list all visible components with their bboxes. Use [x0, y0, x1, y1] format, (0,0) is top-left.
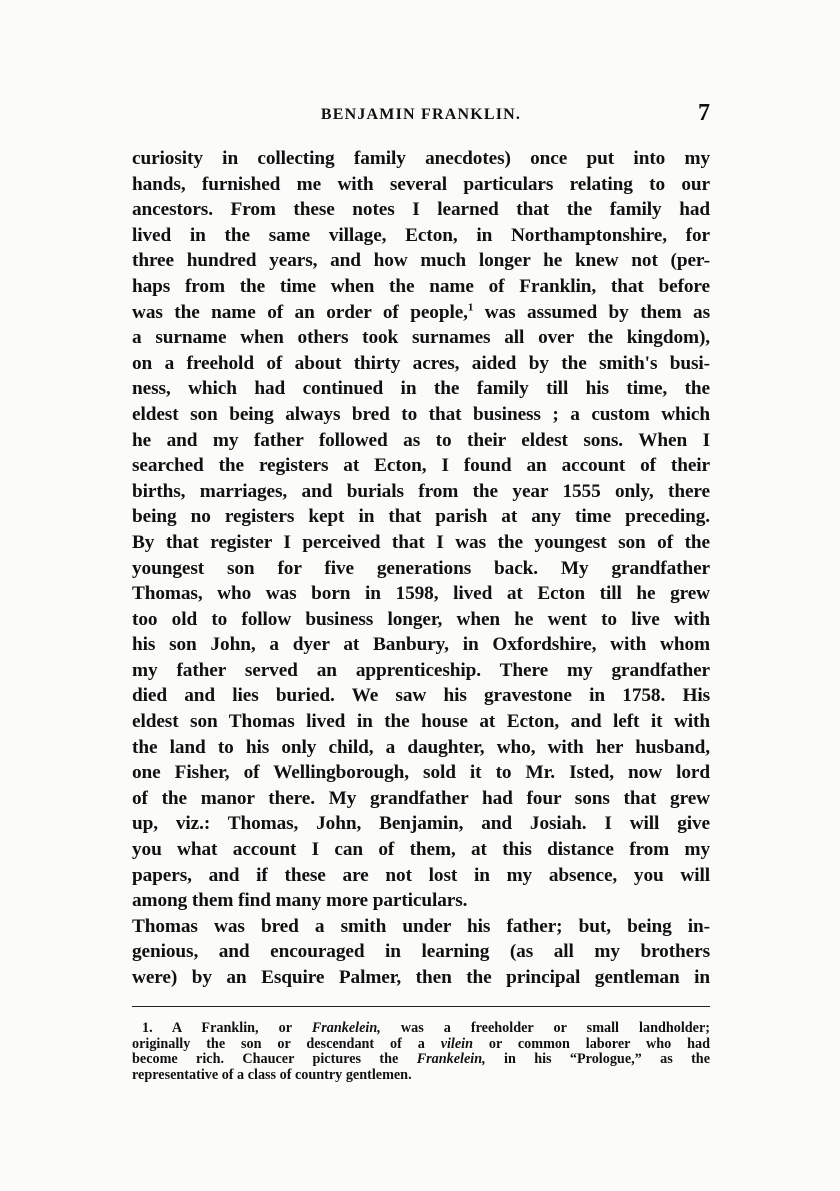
text-line: youngest son for five generations back. My grandfather	[132, 557, 710, 579]
running-head: BENJAMIN FRANKLIN.	[320, 106, 522, 123]
text-line: being no registers kept in that parish at any time preceding.	[132, 506, 710, 528]
footnote-text: originally the son or descendant of a	[132, 1035, 441, 1052]
text-line: the land to his only child, a daughter, who, with her husband,	[132, 736, 710, 758]
text-line: lived in the same village, Ecton, in Northamptonshire, for	[132, 224, 710, 246]
text-line: three hundred years, and how much longer he knew not (per-	[132, 250, 710, 272]
text-line: up, viz.: Thomas, John, Benjamin, and Josiah. I will give	[132, 813, 710, 835]
footnote-italic: Frankelein,	[416, 1051, 486, 1068]
text-line: among them find many more particulars.	[132, 890, 468, 912]
footnote-text: or common laborer who had	[473, 1035, 710, 1052]
text-line: my father served an apprenticeship. There my grandfather	[132, 659, 710, 681]
footnote-rule	[132, 1006, 710, 1007]
text-line: you what account I can of them, at this distance from my	[132, 839, 710, 861]
paragraph-1	[132, 146, 710, 914]
footnote-italic: Frankelein,	[311, 1020, 381, 1036]
text-line: ness, which had continued in the family till his time, the	[132, 378, 710, 400]
text-line: he and my father followed as to their eldest sons. When I	[132, 429, 710, 451]
main-text	[132, 146, 710, 991]
footnote-text: 1. A Franklin, or	[142, 1020, 312, 1036]
footnote-line-3	[132, 1052, 710, 1068]
text-line: his son John, a dyer at Banbury, in Oxfordshire, with whom	[132, 634, 710, 656]
text-line: on a freehold of about thirty acres, aided by the smith's busi-	[132, 352, 710, 374]
footnote-line-2	[132, 1037, 710, 1053]
text-line: eldest son Thomas lived in the house at Ecton, and left it with	[132, 711, 710, 733]
text-line: By that register I perceived that I was the youngest son of the	[132, 531, 710, 553]
text-line: Thomas was bred a smith under his father; but, being in-	[132, 915, 710, 937]
text-segment: was assumed by them as	[473, 301, 710, 323]
footnote-line-4: representative of a class of country gentlemen.	[132, 1066, 412, 1083]
text-line: genious, and encouraged in learning (as all my brothers	[132, 941, 710, 963]
page-number: 7	[698, 100, 710, 126]
footnote-marker: 1	[467, 301, 474, 314]
text-line: a surname when others took surnames all over the kingdom),	[132, 327, 710, 349]
text-segment: was the name of an order of people,	[132, 301, 468, 323]
text-line: died and lies buried. We saw his gravestone in 1758. His	[132, 685, 710, 707]
text-line: haps from the time when the name of Franklin, that before	[132, 275, 710, 297]
text-line: curiosity in collecting family anecdotes) once put into my	[132, 148, 710, 169]
paragraph-2	[132, 914, 710, 991]
footnote-text: in his “Prologue,” as the	[485, 1051, 710, 1068]
page-header	[132, 102, 710, 130]
text-line: Thomas, who was born in 1598, lived at Ecton till he grew	[132, 583, 710, 605]
footnote-text: become rich. Chaucer pictures the	[132, 1051, 417, 1068]
text-line: searched the registers at Ecton, I found an account of their	[132, 455, 710, 477]
text-line	[132, 300, 710, 326]
text-line: ancestors. From these notes I learned that the family had	[132, 199, 710, 221]
text-line: of the manor there. My grandfather had four sons that grew	[132, 787, 710, 809]
text-line: papers, and if these are not lost in my absence, you will	[132, 864, 710, 886]
footnote	[132, 1021, 710, 1083]
text-line: eldest son being always bred to that business ; a custom which	[132, 403, 710, 425]
text-line: one Fisher, of Wellingborough, sold it to Mr. Isted, now lord	[132, 762, 710, 784]
footnote-text: was a freeholder or small landholder;	[380, 1020, 710, 1036]
text-line: were) by an Esquire Palmer, then the principal gentleman in	[132, 967, 710, 988]
text-line: hands, furnished me with several particulars relating to our	[132, 173, 710, 195]
footnote-line-1	[132, 1021, 710, 1037]
text-line: births, marriages, and burials from the year 1555 only, there	[132, 480, 710, 502]
text-line: too old to follow business longer, when he went to live with	[132, 608, 710, 630]
footnote-italic: vilein	[440, 1035, 473, 1052]
